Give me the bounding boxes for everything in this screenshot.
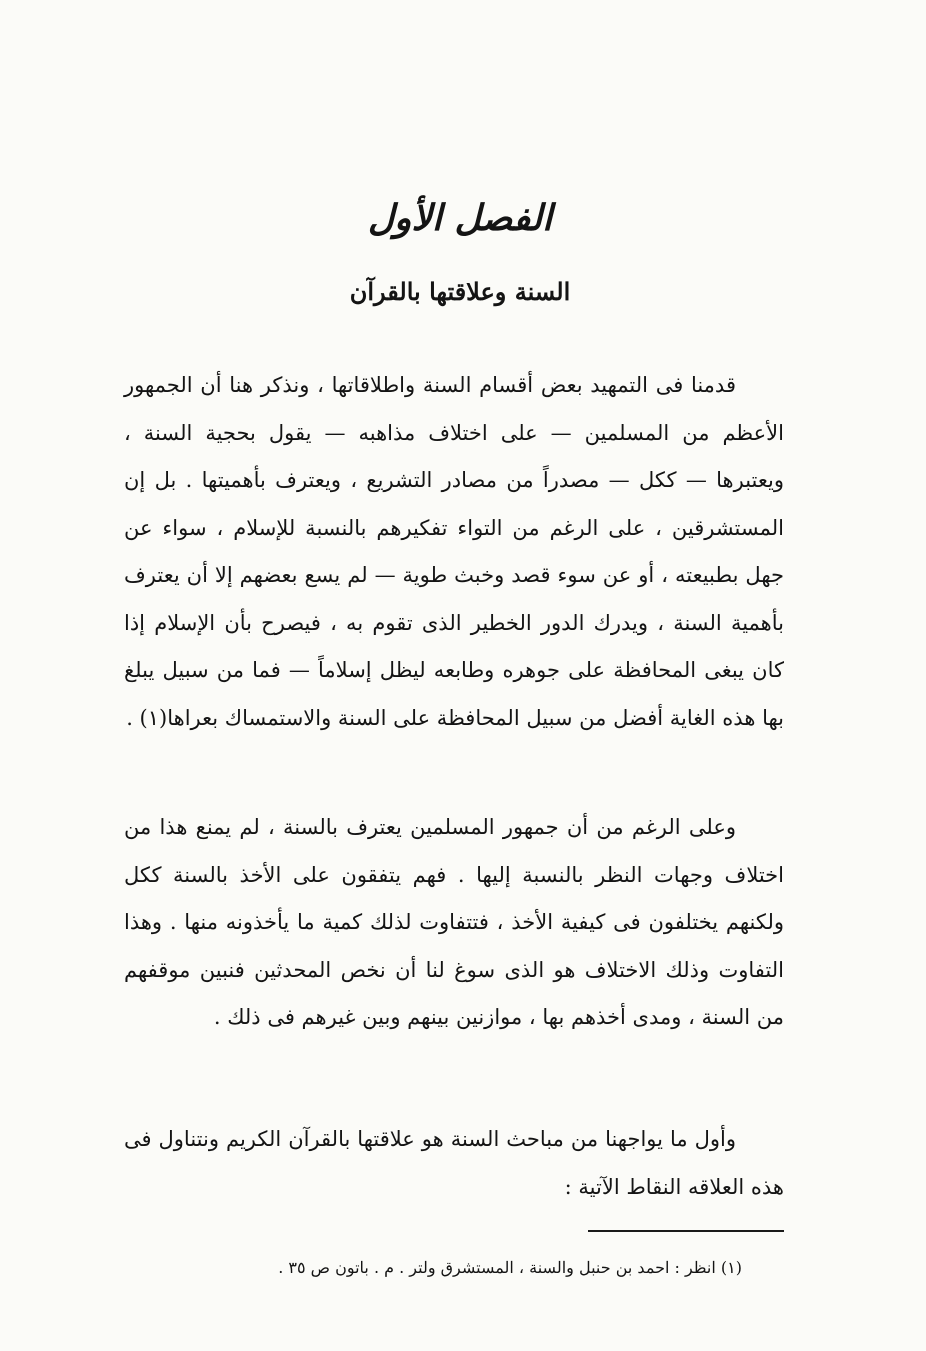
body-paragraph-3: وأول ما يواجهنا من مباحث السنة هو علاقتها بالقرآن الكريم ونتناول فى هذه العلاقه النقاط الآتية : — [124, 1127, 784, 1199]
footnote-divider — [588, 1230, 784, 1232]
chapter-subtitle: السنة وعلاقتها بالقرآن — [349, 277, 571, 306]
footnote: (١) انظر : احمد بن حنبل والسنة ، المستشرق ولتر . م . باتون ص ٣٥ . — [278, 1258, 742, 1277]
body-paragraph-2: وعلى الرغم من أن جمهور المسلمين يعترف بالسنة ، لم يمنع هذا من اختلاف وجهات النظر بالنسبة إليها . فهم يتفقون على الأخذ بالسنة ككل ولكنهم يختلفون فى كيفية الأخذ ، فتتفاوت لذلك كمية ما يأخذونه منها . وهذا التفاوت وذلك الاختلاف هو الذى سوغ لنا أن نخص المحدثين فنبين موقفهم من السنة ، ومدى أخذهم بها ، موازنين بينهم وبين غيرهم فى ذلك . — [124, 815, 784, 1029]
body-paragraph-1: قدمنا فى التمهيد بعض أقسام السنة واطلاقاتها ، ونذكر هنا أن الجمهور الأعظم من المسلمين — على اختلاف مذاهبه — يقول بحجية السنة ، ويعتبرها — ككل — مصدراً من مصادر التشريع ، ويعترف بأهميتها . بل إن المستشرقين ، على الرغم من التواء تفكيرهم بالنسبة للإسلام ، سواء عن جهل بطبيعته ، أو عن سوء قصد وخبث طوية — لم يسع بعضهم إلا أن يعترف بأهمية السنة ، ويدرك الدور الخطير الذى تقوم به ، فيصرح بأن الإسلام إذا كان يبغى المحافظة على جوهره وطابعه ليظل إسلاماً — فما من سبيل يبلغ بها هذه الغاية أفضل من سبيل المحافظة على السنة والاستمساك بعراها(١) . — [124, 373, 784, 730]
chapter-title: الفصل الأول — [367, 197, 553, 239]
